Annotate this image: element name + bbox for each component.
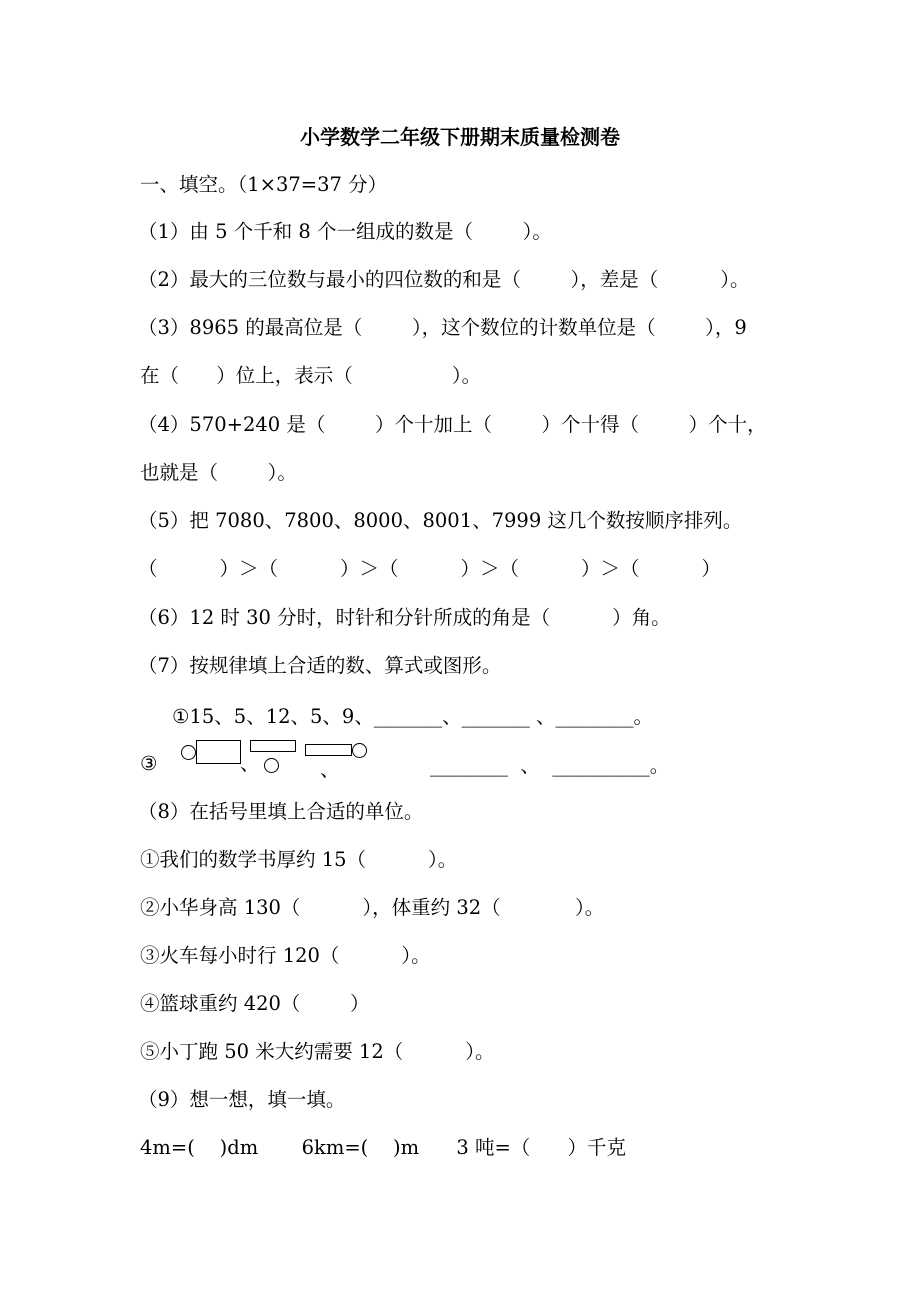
question-4-line-2: 也就是（ ）。	[140, 461, 297, 484]
question-3-line-1: （3）8965 的最高位是（ ），这个数位的计数单位是（ ），9	[138, 316, 747, 339]
question-4-line-1: （4）570+240 是（ ）个十加上（ ）个十得（ ）个十，	[138, 413, 767, 436]
exam-title: 小学数学二年级下册期末质量检测卷	[300, 125, 620, 149]
question-7-item-3-label: ③	[140, 752, 158, 775]
question-8-heading: （8）在括号里填上合适的单位。	[138, 800, 424, 823]
circle-shape-icon	[181, 745, 196, 760]
pattern-separator: 、	[320, 758, 340, 781]
question-9-conversions: 4m=( )dm 6km=( )m 3 吨=（ ）千克	[140, 1136, 626, 1159]
shape-pattern	[176, 739, 376, 779]
question-8-item-3: ③火车每小时行 120（ ）。	[140, 944, 431, 967]
rectangle-shape-icon	[196, 740, 241, 764]
question-6: （6）12 时 30 分时，时针和分针所成的角是（ ）角。	[138, 606, 671, 629]
question-3-line-2: 在（ ）位上，表示（ ）。	[140, 364, 482, 387]
circle-shape-icon	[352, 743, 367, 758]
question-7-item-3-blanks: ________ 、 __________。	[430, 754, 670, 777]
question-9-heading: （9）想一想，填一填。	[138, 1088, 346, 1111]
pattern-separator: 、	[240, 752, 260, 775]
question-1: （1）由 5 个千和 8 个一组成的数是（ ）。	[138, 220, 552, 243]
question-8-item-1: ①我们的数学书厚约 15（ ）。	[140, 848, 458, 871]
question-8-item-4: ④篮球重约 420（ ）	[140, 992, 370, 1015]
question-8-item-2: ②小华身高 130（ ），体重约 32（ ）。	[140, 896, 605, 919]
flat-rectangle-shape-icon	[250, 740, 296, 752]
question-7-item-1: ①15、5、12、5、9、_______、_______ 、________。	[172, 705, 654, 728]
question-5-ordering: （ ）＞（ ）＞（ ）＞（ ）＞（ ）	[138, 557, 721, 580]
question-8-item-5: ⑤小丁跑 50 米大约需要 12（ ）。	[140, 1040, 495, 1063]
question-2: （2）最大的三位数与最小的四位数的和是（ ），差是（ ）。	[138, 268, 750, 291]
circle-shape-icon	[264, 758, 279, 773]
question-5-line-1: （5）把 7080、7800、8000、8001、7999 这几个数按顺序排列。	[138, 509, 743, 532]
section-heading: 一、填空。（1×37=37 分）	[140, 173, 388, 196]
question-7-heading: （7）按规律填上合适的数、算式或图形。	[138, 654, 502, 677]
